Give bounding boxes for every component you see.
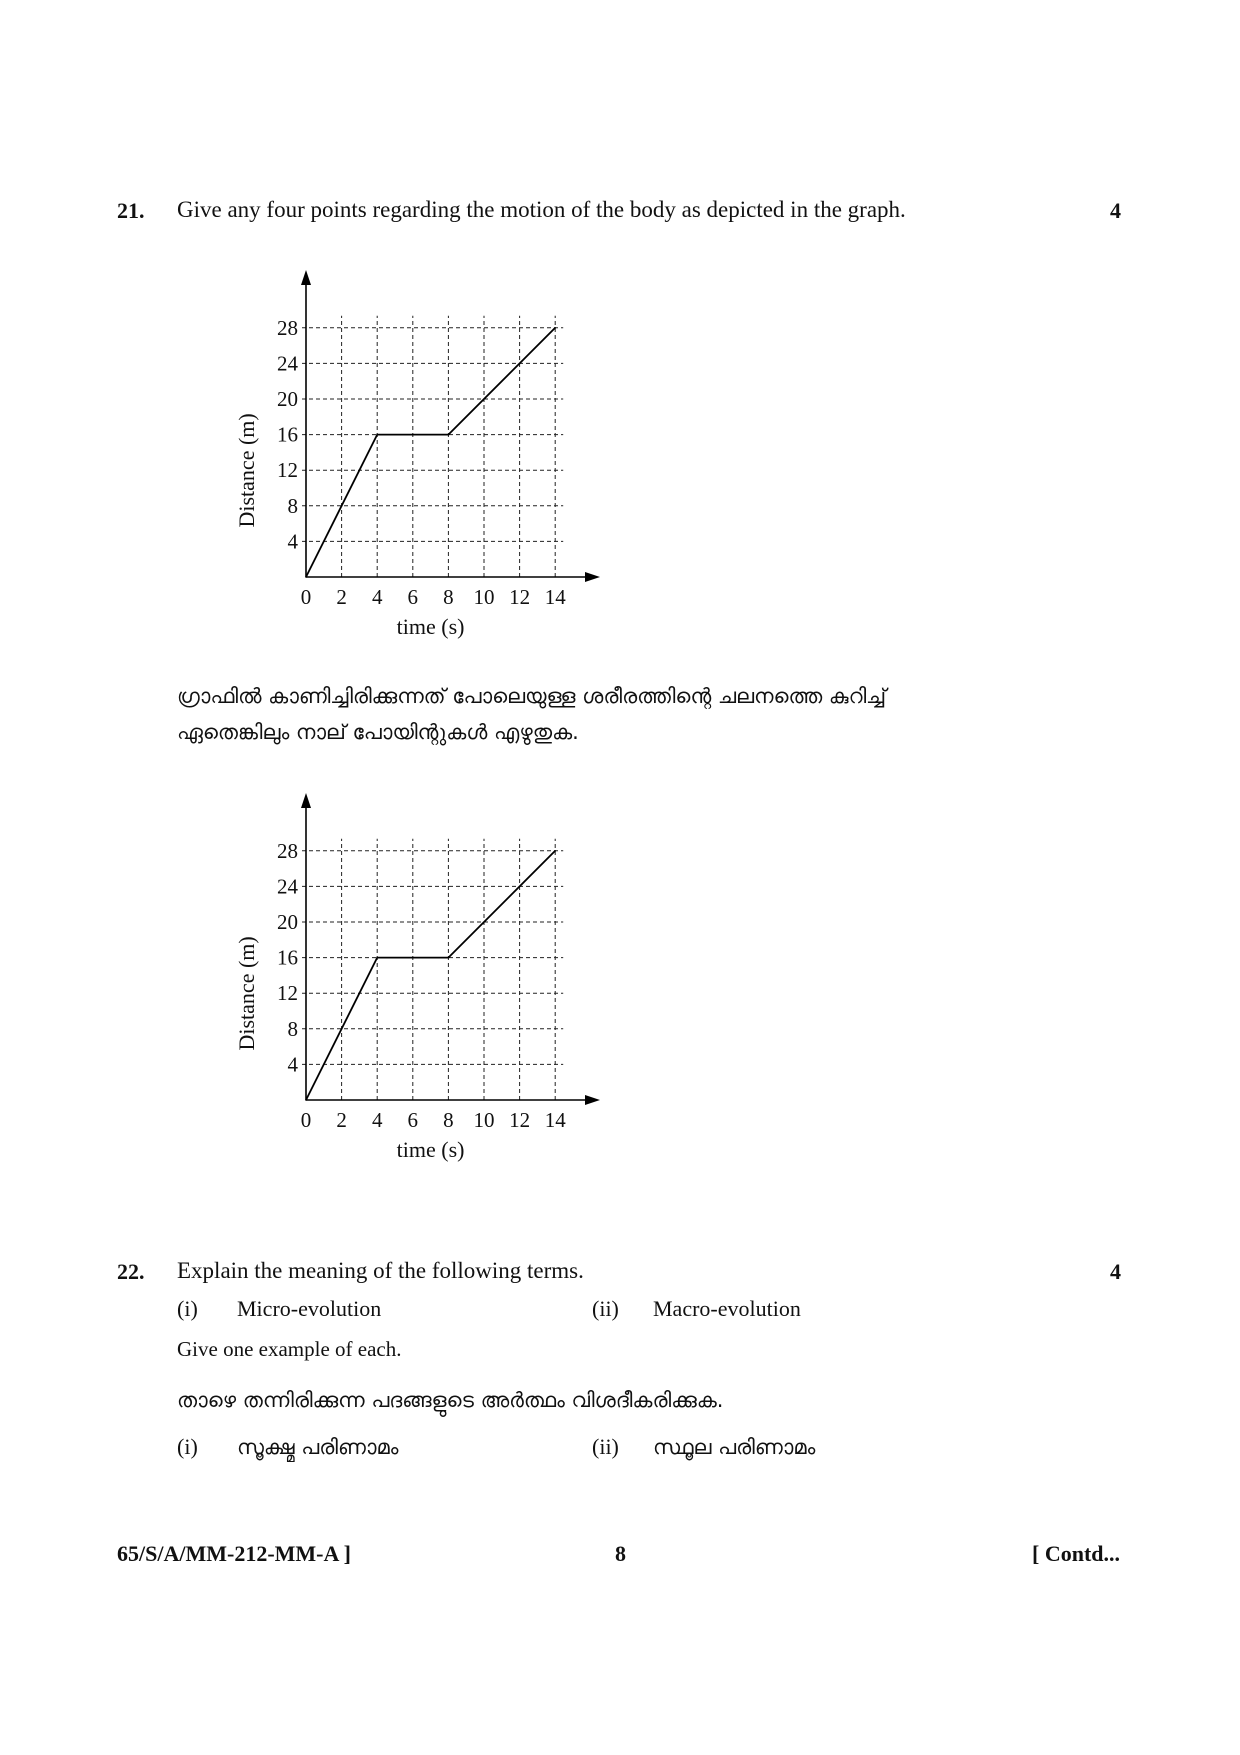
x-tick-label: 10 xyxy=(473,585,495,609)
y-tick-label: 16 xyxy=(277,422,298,447)
x-axis-arrow xyxy=(585,572,600,582)
option-label: (ii) xyxy=(592,1296,619,1321)
page-number: 8 xyxy=(615,1541,626,1566)
distance-time-graph-malayalam xyxy=(230,788,610,1168)
y-tick-label: 4 xyxy=(287,529,298,554)
x-tick-label: 6 xyxy=(407,585,419,609)
x-tick-label: 12 xyxy=(509,585,531,609)
y-tick-label: 8 xyxy=(287,493,298,518)
x-tick-label: 2 xyxy=(336,585,347,609)
x-tick-label: 10 xyxy=(473,1108,495,1132)
y-tick-label: 28 xyxy=(277,315,298,340)
y-tick-label: 12 xyxy=(277,981,298,1006)
option-text-malayalam: സൂക്ഷ്മ പരിണാമം xyxy=(237,1435,399,1459)
x-axis-label: time (s) xyxy=(396,1137,465,1162)
y-tick-label: 4 xyxy=(287,1052,298,1077)
marks: 4 xyxy=(1110,198,1121,223)
x-tick-label: 4 xyxy=(371,1108,383,1132)
marks: 4 xyxy=(1110,1259,1121,1284)
y-axis-arrow xyxy=(301,270,311,285)
data-point xyxy=(376,434,378,436)
question-text-malayalam-line1: ഗ്രാഫിൽ കാണിച്ചിരിക്കുന്നത് പോലെയുള്ള ശരീരത്തിന്റെ ചലനത്തെ കുറിച്ച് xyxy=(177,684,887,708)
y-tick-label: 20 xyxy=(277,387,298,411)
question-number: 21. xyxy=(117,198,145,223)
continued-label: [ Contd... xyxy=(1032,1541,1121,1566)
data-point xyxy=(305,576,307,578)
option-label: (i) xyxy=(177,1296,198,1321)
data-point xyxy=(448,957,450,959)
option-text: Micro-evolution xyxy=(237,1296,382,1321)
y-tick-label: 20 xyxy=(277,910,298,934)
question-text: Explain the meaning of the following terms. xyxy=(177,1258,584,1283)
x-tick-label: 14 xyxy=(544,585,566,609)
option-label: (ii) xyxy=(592,1434,619,1459)
distance-series-line xyxy=(306,328,555,577)
paper-code: 65/S/A/MM-212-MM-A ] xyxy=(117,1541,351,1566)
x-tick-label: 6 xyxy=(407,1108,419,1132)
option-label: (i) xyxy=(177,1434,198,1459)
question-text: Give any four points regarding the motion of the body as depicted in the graph. xyxy=(177,197,906,222)
x-tick-label: 0 xyxy=(300,585,312,609)
y-axis-arrow xyxy=(301,793,311,808)
question-text-malayalam-line2: ഏതെങ്കിലും നാല് പോയിന്റുകൾ എഴുതുക. xyxy=(177,720,579,744)
distance-series-line xyxy=(306,851,555,1100)
data-point xyxy=(554,850,556,852)
x-tick-label: 12 xyxy=(509,1108,531,1132)
y-axis-label: Distance (m) xyxy=(234,936,259,1051)
question-number: 22. xyxy=(117,1259,145,1284)
distance-time-graph xyxy=(230,265,610,645)
x-tick-label: 8 xyxy=(443,585,454,609)
data-point xyxy=(554,327,556,329)
y-tick-label: 24 xyxy=(277,351,298,376)
x-axis-arrow xyxy=(585,1095,600,1105)
y-tick-label: 8 xyxy=(287,1016,298,1041)
data-point xyxy=(448,434,450,436)
option-text-malayalam: സ്ഥൂല പരിണാമം xyxy=(653,1435,816,1459)
x-tick-label: 4 xyxy=(371,585,383,609)
x-tick-label: 0 xyxy=(300,1108,312,1132)
x-tick-label: 14 xyxy=(544,1108,566,1132)
y-tick-label: 28 xyxy=(277,838,298,863)
question-text-malayalam: താഴെ തന്നിരിക്കുന്ന പദങ്ങളുടെ അർത്ഥം വിശദീകരിക്കുക. xyxy=(177,1388,724,1412)
y-tick-label: 16 xyxy=(277,945,298,970)
data-point xyxy=(376,957,378,959)
y-tick-label: 24 xyxy=(277,874,298,899)
data-point xyxy=(305,1099,307,1101)
y-axis-label: Distance (m) xyxy=(234,413,259,528)
x-tick-label: 8 xyxy=(443,1108,454,1132)
instruction-text: Give one example of each. xyxy=(177,1337,402,1361)
x-axis-label: time (s) xyxy=(396,614,465,639)
y-tick-label: 12 xyxy=(277,458,298,483)
x-tick-label: 2 xyxy=(336,1108,347,1132)
option-text: Macro-evolution xyxy=(653,1296,801,1321)
